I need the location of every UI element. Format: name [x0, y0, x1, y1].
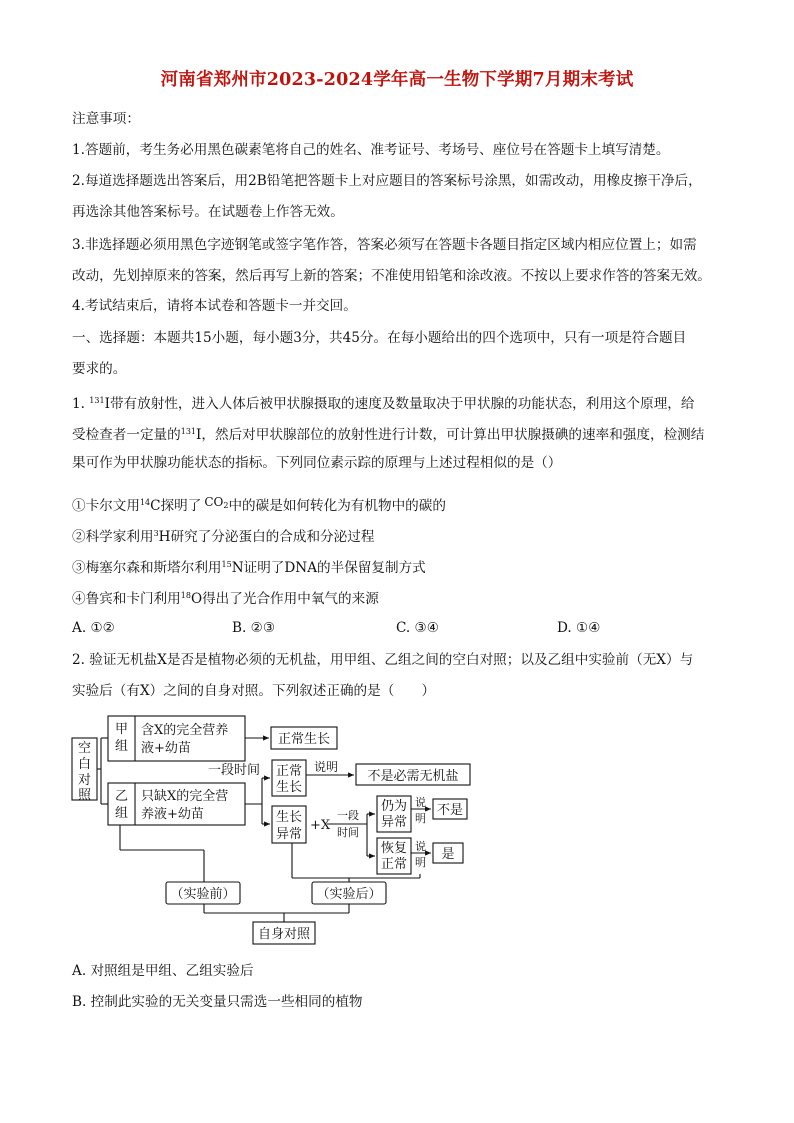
explain-label: 明: [415, 812, 426, 825]
statement-text: ④鲁宾和卡门利用: [72, 591, 181, 607]
statement-text: O得出了光合作用中氧气的来源: [190, 591, 379, 607]
isotope-superscript: 131: [89, 396, 105, 405]
control-label: 对: [77, 773, 92, 788]
normal-growth-label: 正常生长: [277, 732, 331, 747]
group-b-label: 组: [114, 806, 129, 821]
group-b-desc: 只缺X的完全营: [141, 789, 229, 804]
abnormal-label: 生长: [275, 810, 303, 825]
q2-option-a[interactable]: A. 对照组是甲组、乙组实验后: [72, 963, 254, 979]
q1-option-d[interactable]: D. ①④: [557, 620, 601, 636]
after-time-label: 一段时间: [208, 763, 261, 778]
q1-option-c[interactable]: C. ③④: [396, 620, 439, 636]
no-label: 不是: [436, 803, 464, 818]
q2-stem-line-2: 实验后（有X）之间的自身对照。下列叙述正确的是（ ）: [72, 683, 436, 699]
q2-option-b[interactable]: B. 控制此实验的无关变量只需选一些相同的植物: [72, 994, 363, 1010]
notice-item-4: 4.考试结束后，请将本试卷和答题卡一并交回。: [72, 298, 357, 314]
period-label: 时间: [337, 826, 359, 839]
q1-stem-text: I，然后对甲状腺部位的放射性进行计数，可计算出甲状腺摄碘的速率和强度，检测结: [196, 427, 705, 443]
group-b-label: 乙: [114, 789, 129, 804]
control-label: 白: [77, 757, 92, 772]
q1-stem-line-3: 果可作为甲状腺功能状态的指标。下列同位素示踪的原理与上述过程相似的是（）: [72, 455, 562, 471]
statement-text: C探明了: [150, 498, 202, 514]
explain-label: 说: [415, 840, 426, 853]
statement-text: 中的碳是如何转化为有机物中的碳的: [228, 498, 446, 514]
notice-item-3-cont: 改动，先划掉原来的答案，然后再写上新的答案；不准使用铅笔和涂改液。不按以上要求作答的答案无效。: [72, 268, 711, 284]
group-a-desc: 含X的完全营养: [141, 723, 229, 738]
statement-text: H研究了分泌蛋白的合成和分泌过程: [158, 529, 375, 545]
co2-subscript: 2: [223, 501, 229, 510]
q1-stem-text: 受检查者一定量的: [72, 427, 181, 443]
isotope-superscript: 15: [221, 560, 232, 569]
statement-text: ①卡尔文用: [72, 498, 140, 514]
q1-number: 1.: [72, 396, 90, 412]
explain-label: 明: [415, 856, 426, 869]
notice-item-3: 3.非选择题必须用黑色字迹钢笔或签字笔作答，答案必须写在答题卡各题目指定区域内相应位置上；如需: [72, 237, 697, 253]
control-label: 照: [77, 788, 92, 803]
not-essential-label: 不是必需无机盐: [367, 769, 459, 784]
group-a-label: 组: [114, 739, 129, 754]
section-heading-cont: 要求的。: [72, 361, 127, 377]
statement-text: ③梅塞尔森和斯塔尔利用: [72, 560, 222, 576]
statement-text: N证明了DNA的半保留复制方式: [231, 560, 426, 576]
recovered-label: 正常: [380, 857, 408, 872]
before-label: （实验前）: [170, 887, 236, 902]
statement-text: ②科学家利用: [72, 529, 154, 545]
q1-option-b[interactable]: B. ②③: [232, 620, 276, 636]
notice-item-1: 1.答题前，考生务必用黑色碳素笔将自己的姓名、准考证号、考场号、座位号在答题卡上填写清楚。: [72, 142, 670, 158]
isotope-superscript: 14: [139, 498, 151, 507]
notice-heading: 注意事项：: [72, 111, 140, 127]
group-b-desc: 养液+幼苗: [141, 807, 204, 822]
isotope-superscript: 18: [180, 591, 191, 600]
isotope-superscript: 131: [180, 427, 197, 436]
after-label: （实验后）: [316, 887, 382, 902]
group-a-desc: 液+幼苗: [141, 741, 191, 756]
abnormal-label: 异常: [275, 827, 303, 842]
notice-item-2-cont: 再选涂其他答案标号。在试题卷上作答无效。: [72, 204, 344, 220]
page-title: 河南省郑州市2023-2024学年高一生物下学期7月期末考试: [160, 70, 634, 90]
explain-label: 说: [415, 796, 426, 809]
co2-text: CO: [204, 495, 224, 509]
notice-item-2: 2.每道选择题选出答案后，用2B铅笔把答题卡上对应题目的答案标号涂黑，如需改动，用橡皮擦干净后，: [72, 173, 702, 189]
recovered-label: 恢复: [380, 841, 408, 856]
plus-x-label: +X: [310, 818, 331, 833]
still-abnormal-label: 异常: [380, 815, 408, 830]
q1-stem-text: I带有放射性，进入人体后被甲状腺摄取的速度及数量取决于甲状腺的功能状态，利用这个原理，给: [104, 396, 695, 412]
isotope-superscript: 3: [153, 529, 159, 538]
normal-label: 正常: [275, 764, 303, 779]
section-heading: 一、选择题：本题共15小题，每小题3分，共45分。在每小题给出的四个选项中，只有一项是符合题目: [72, 330, 687, 346]
q1-option-a[interactable]: A. ①②: [72, 620, 115, 636]
self-control-label: 自身对照: [257, 927, 311, 942]
period-label: 一段: [337, 809, 359, 822]
control-label: 空: [77, 741, 92, 756]
still-abnormal-label: 仍为: [380, 799, 408, 814]
explain-label: 说明: [314, 760, 339, 774]
group-a-label: 甲: [114, 722, 129, 737]
normal-label: 生长: [275, 780, 303, 795]
yes-label: 是: [441, 847, 455, 862]
q2-stem-line-1: 2. 验证无机盐X是否是植物必须的无机盐，用甲组、乙组之间的空白对照；以及乙组中实验前（无X）与: [72, 652, 694, 668]
